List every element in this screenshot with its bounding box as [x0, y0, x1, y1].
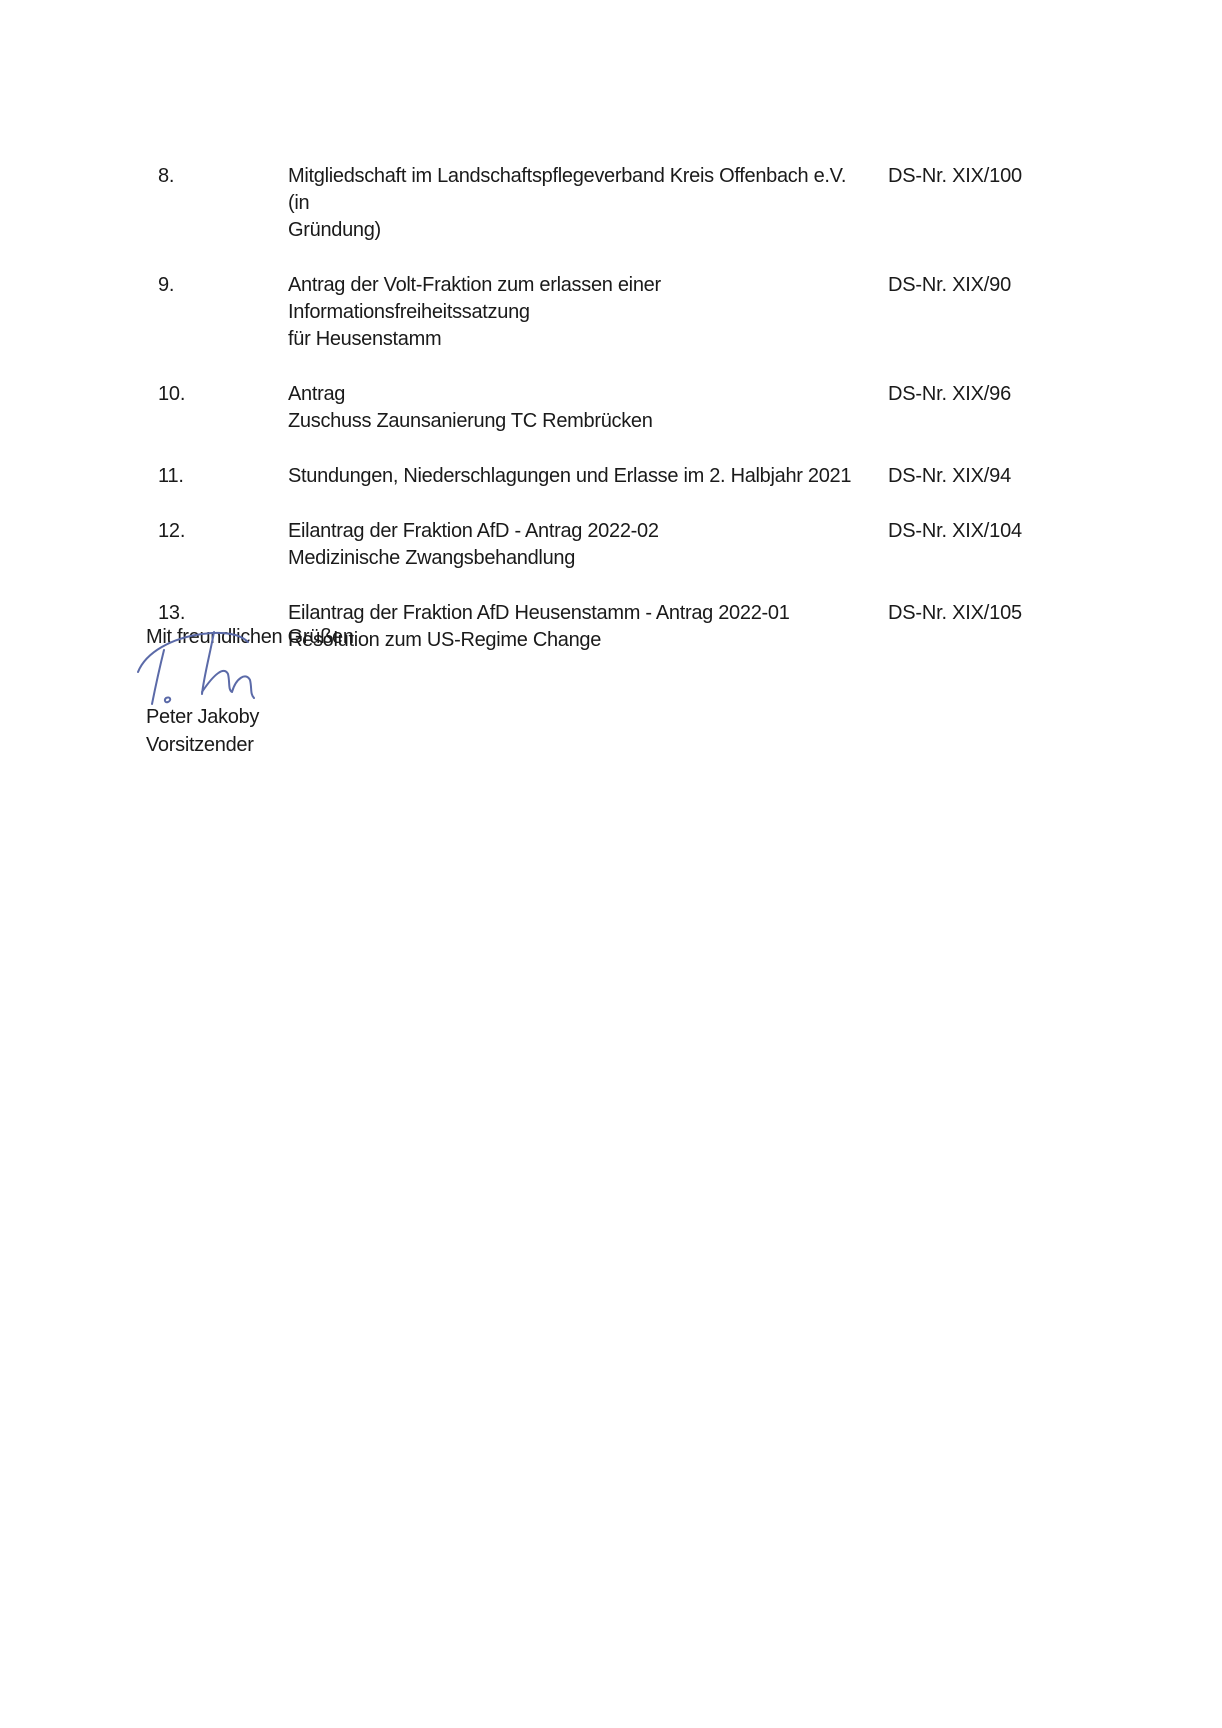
- agenda-item-title: [288, 381, 888, 435]
- agenda-item-ds-number: DS-Nr. XIX/100: [888, 165, 1022, 187]
- agenda-item-title-line: Eilantrag der Fraktion AfD Heusenstamm - Antrag 2022-01: [288, 602, 790, 624]
- agenda-item-title-line: für Heusenstamm: [288, 328, 442, 350]
- agenda-list: [158, 163, 1098, 682]
- agenda-item-ds-number: DS-Nr. XIX/104: [888, 520, 1022, 542]
- agenda-item-title: [288, 518, 888, 572]
- agenda-item-title: [288, 600, 888, 654]
- agenda-item-title: [288, 163, 888, 244]
- agenda-item-number: 12.: [158, 520, 186, 542]
- agenda-item-title: [288, 272, 888, 353]
- agenda-item-title-line: Resolution zum US-Regime Change: [288, 629, 602, 651]
- agenda-item-title-line: Mitgliedschaft im Landschaftspflegeverband Kreis Offenbach e.V. (in: [288, 165, 847, 214]
- agenda-item-ds-number: DS-Nr. XIX/96: [888, 383, 1011, 405]
- signatory-name: Peter Jakoby: [146, 706, 260, 728]
- agenda-item: [158, 272, 1098, 353]
- agenda-item-title-line: Antrag: [288, 383, 346, 405]
- closing-greeting: Mit freundlichen Grüßen: [146, 626, 354, 648]
- agenda-item-number: 9.: [158, 274, 175, 296]
- agenda-item-number: 10.: [158, 383, 186, 405]
- agenda-item-number: 8.: [158, 165, 175, 187]
- agenda-item-ds-number: DS-Nr. XIX/94: [888, 465, 1011, 487]
- agenda-item-title: [288, 463, 888, 490]
- agenda-item: [158, 518, 1098, 572]
- agenda-item: [158, 381, 1098, 435]
- agenda-item: [158, 463, 1098, 490]
- agenda-item-title-line: Eilantrag der Fraktion AfD - Antrag 2022-02: [288, 520, 659, 542]
- agenda-item-title-line: Gründung): [288, 219, 381, 241]
- agenda-item-number: 11.: [158, 465, 184, 487]
- agenda-item-ds-number: DS-Nr. XIX/90: [888, 274, 1011, 296]
- agenda-item-title-line: Zuschuss Zaunsanierung TC Rembrücken: [288, 410, 653, 432]
- agenda-item-title-line: Stundungen, Niederschlagungen und Erlasse im 2. Halbjahr 2021: [288, 465, 852, 487]
- signature-block: [146, 703, 259, 759]
- signatory-role: Vorsitzender: [146, 734, 254, 756]
- agenda-item-title-line: Medizinische Zwangsbehandlung: [288, 547, 576, 569]
- agenda-item-title-line: Antrag der Volt-Fraktion zum erlassen einer Informationsfreiheitssatzung: [288, 274, 661, 323]
- agenda-item: [158, 163, 1098, 244]
- agenda-item-ds-number: DS-Nr. XIX/105: [888, 602, 1022, 624]
- agenda-item-number: 13.: [158, 602, 186, 624]
